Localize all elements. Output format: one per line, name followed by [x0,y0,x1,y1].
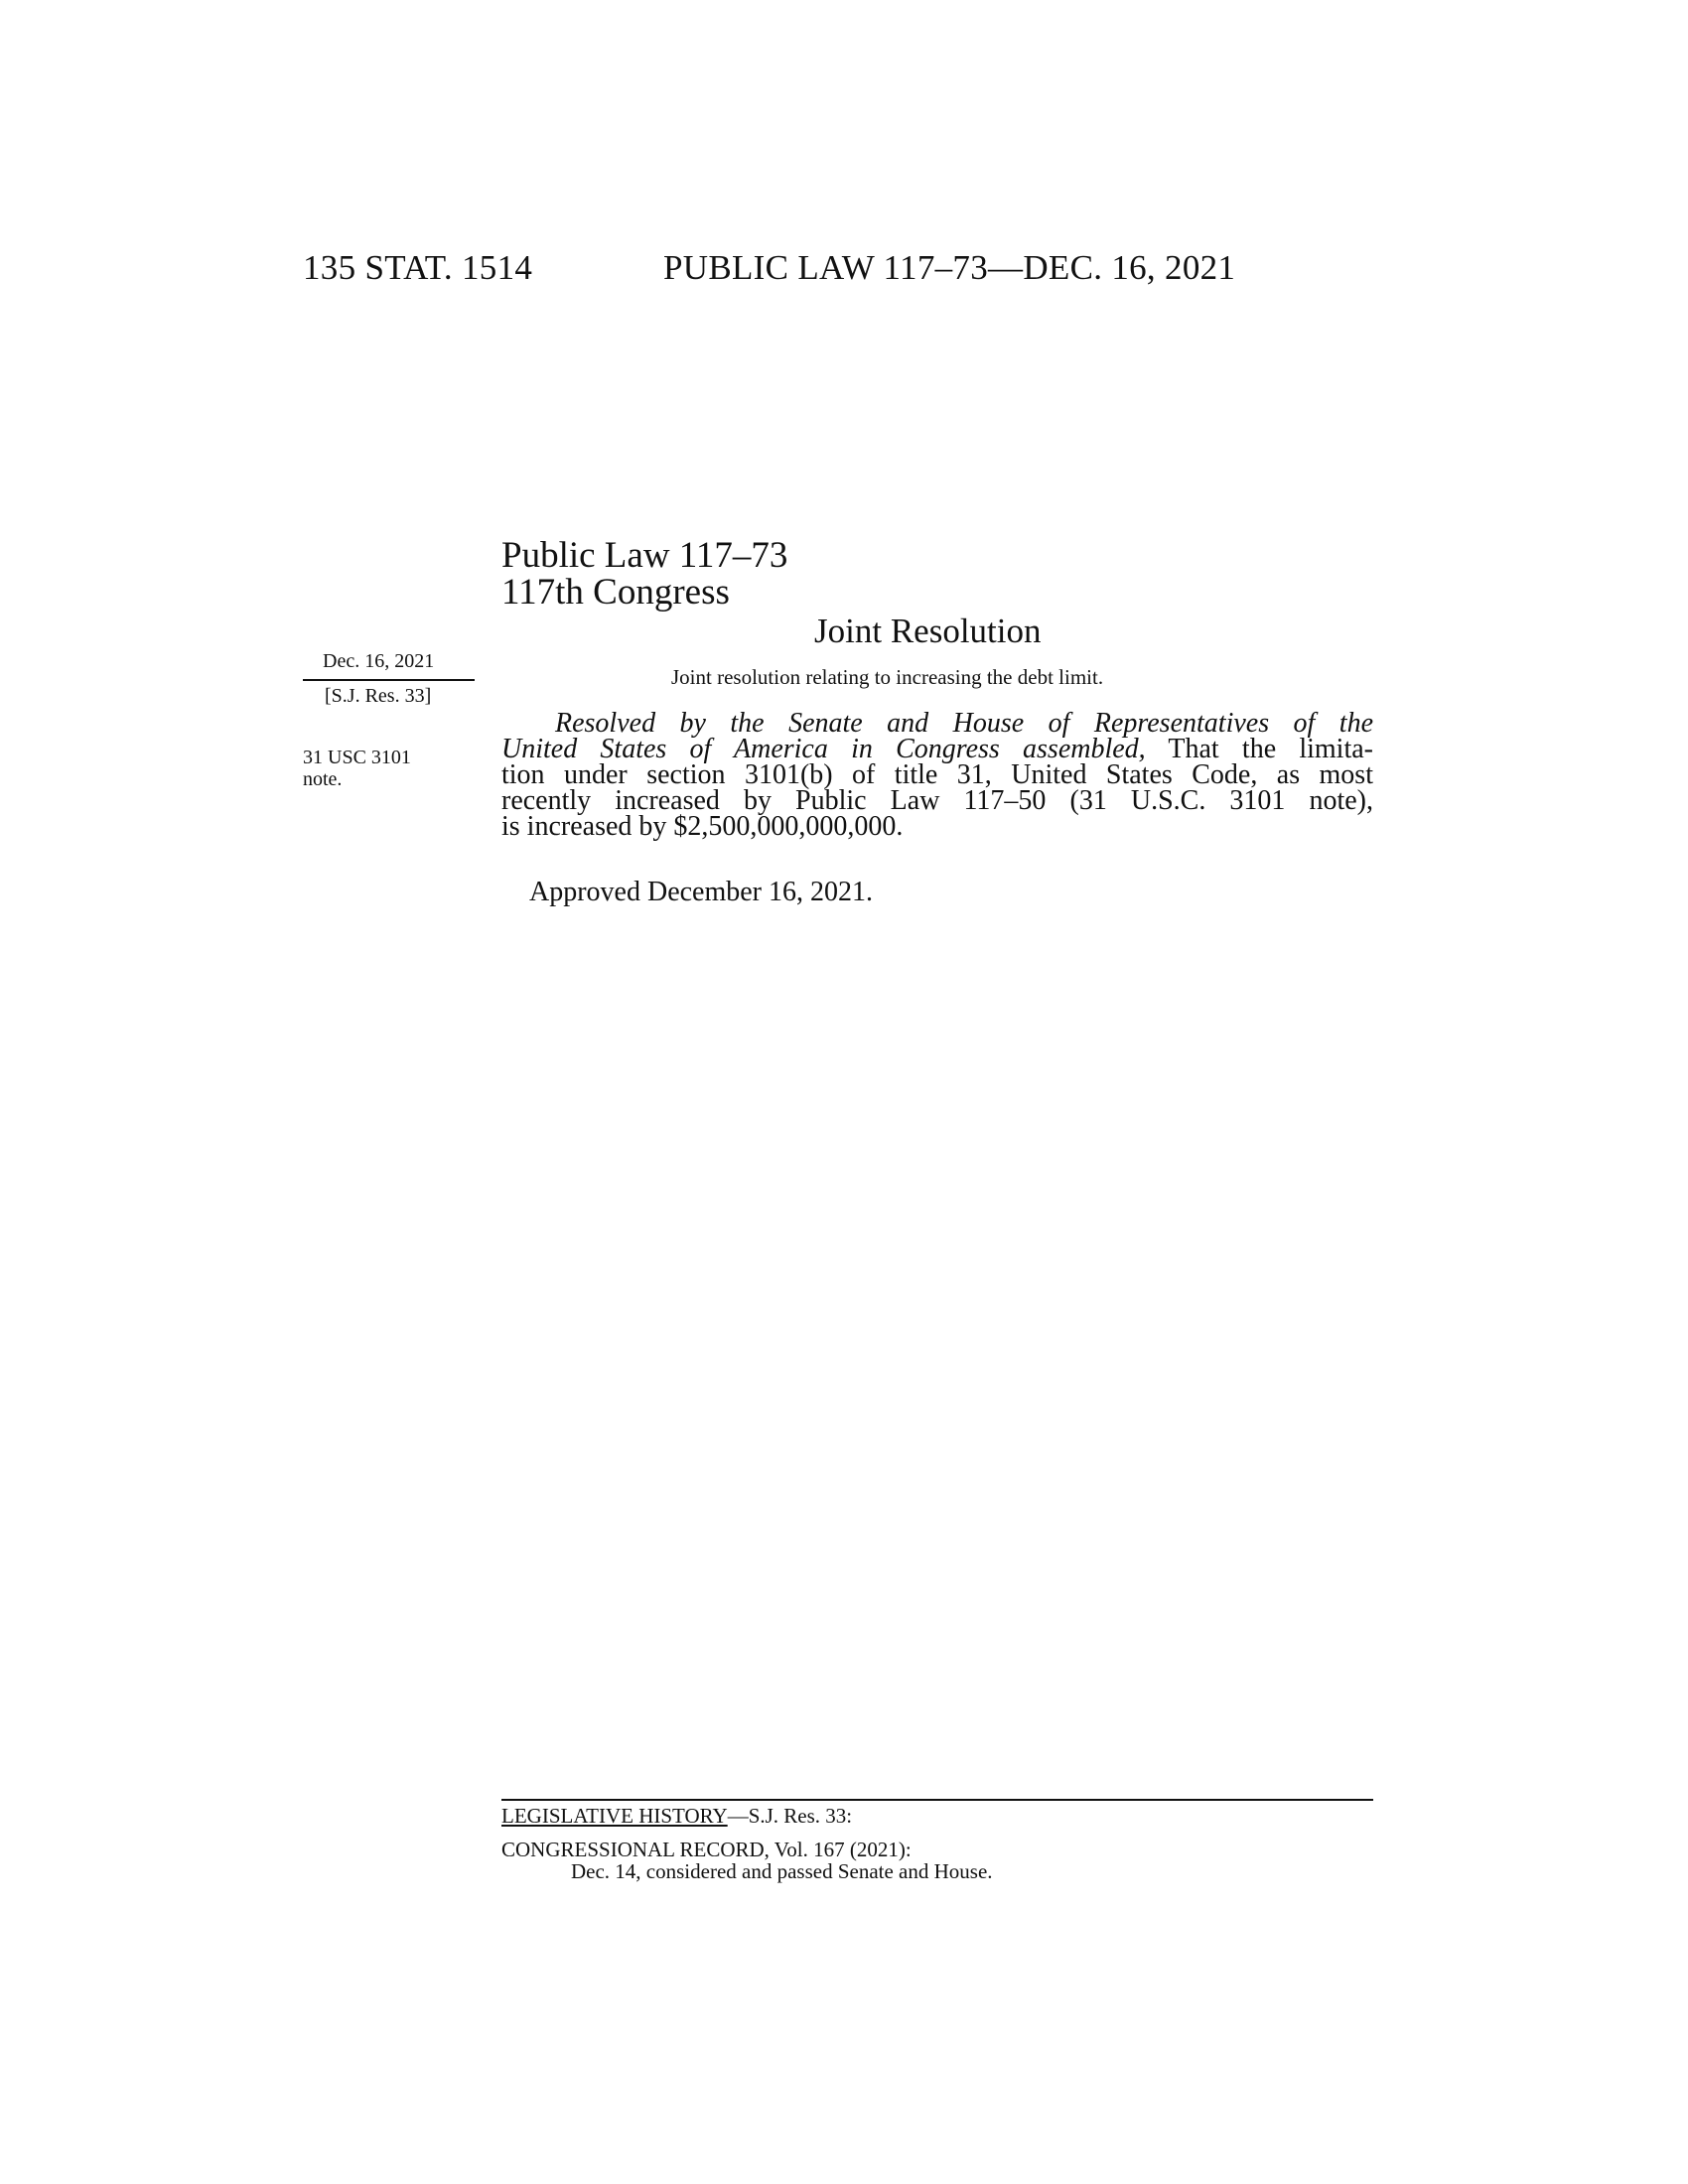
congress-label: 117th Congress [501,572,730,613]
running-head-title: PUBLIC LAW 117–73—DEC. 16, 2021 [663,248,1236,287]
legislative-history-heading [501,1804,852,1829]
joint-resolution-heading: Joint Resolution [814,612,1042,650]
margin-resolution-id: [S.J. Res. 33] [325,685,432,707]
resolution-subtitle: Joint resolution relating to increasing the debt limit. [671,665,1104,689]
congressional-record-line: CONGRESSIONAL RECORD, Vol. 167 (2021): [501,1838,912,1861]
margin-divider [303,679,475,681]
resolution-text-line: recently increased by Public Law 117–50 (31 U.S.C. 3101 note), [501,785,1373,816]
margin-date-note: Dec. 16, 2021 [323,650,435,672]
resolution-text-line: tion under section 3101(b) of title 31, United States Code, as most [501,759,1373,790]
margin-usc-reference-note: note. [303,768,343,790]
resolved-clause: Resolved by the Senate and House of Representatives of the [555,708,1373,739]
enacting-clause-italic: United States of America in Congress assembled, [501,734,1146,764]
legislative-history-resolution: —S.J. Res. 33: [727,1804,853,1828]
stat-page-number: 135 STAT. 1514 [303,248,533,287]
footer-divider [501,1799,1373,1801]
legislative-history-label: LEGISLATIVE HISTORY [501,1804,728,1828]
approval-date: Approved December 16, 2021. [529,877,874,907]
resolution-text-line: is increased by $2,500,000,000,000. [501,811,904,842]
enacting-clause-rest: That the limita- [1145,734,1373,764]
legislative-action-line: Dec. 14, considered and passed Senate and House. [571,1859,993,1883]
margin-usc-reference: 31 USC 3101 [303,747,411,768]
public-law-number: Public Law 117–73 [501,535,788,576]
